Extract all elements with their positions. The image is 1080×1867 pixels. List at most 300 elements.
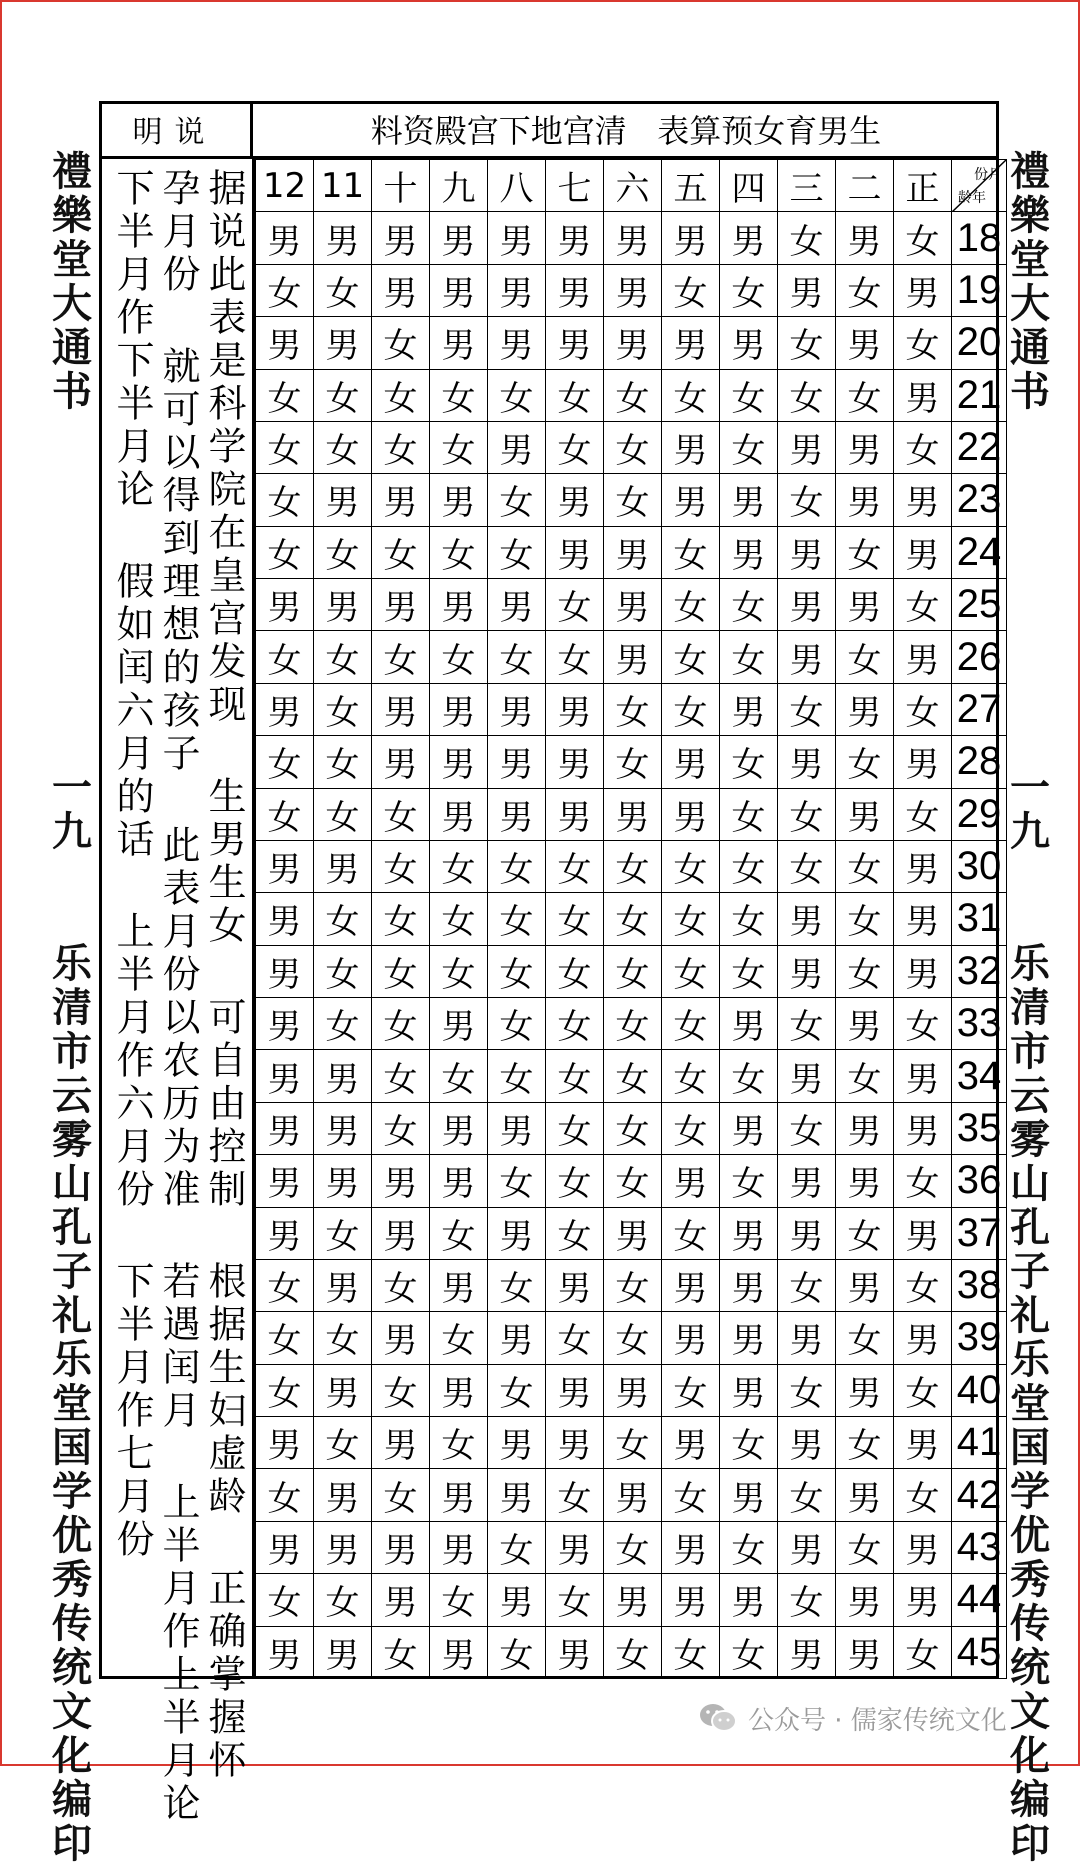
gender-cell: 女 bbox=[604, 683, 662, 735]
table-row bbox=[256, 474, 1007, 526]
gender-cell: 男 bbox=[662, 474, 720, 526]
gender-cell: 女 bbox=[430, 893, 488, 945]
gender-cell: 男 bbox=[894, 1574, 952, 1626]
gender-cell: 女 bbox=[604, 1050, 662, 1102]
gender-cell: 女 bbox=[314, 631, 372, 683]
gender-cell: 女 bbox=[546, 1207, 604, 1259]
gender-cell: 女 bbox=[372, 945, 430, 997]
gender-cell: 男 bbox=[662, 1574, 720, 1626]
gender-cell: 女 bbox=[546, 579, 604, 631]
gender-cell: 男 bbox=[604, 631, 662, 683]
gender-cell: 女 bbox=[894, 212, 952, 264]
gender-cell: 男 bbox=[604, 1574, 662, 1626]
side-char bbox=[42, 414, 102, 458]
gender-cell: 男 bbox=[720, 212, 778, 264]
side-char: 雾 bbox=[1010, 1117, 1050, 1163]
gender-cell: 男 bbox=[488, 1417, 546, 1469]
gender-cell: 男 bbox=[604, 317, 662, 369]
gender-cell: 女 bbox=[256, 1259, 314, 1311]
corner-age-label: 龄年 bbox=[958, 189, 986, 206]
gender-cell: 男 bbox=[720, 1259, 778, 1311]
gender-cell: 女 bbox=[778, 1364, 836, 1416]
table-row bbox=[256, 1626, 1007, 1679]
side-char bbox=[1000, 678, 1060, 722]
gender-cell: 女 bbox=[778, 998, 836, 1050]
gender-cell: 女 bbox=[372, 1050, 430, 1102]
gender-cell: 男 bbox=[836, 788, 894, 840]
gender-cell: 女 bbox=[488, 631, 546, 683]
gender-cell: 女 bbox=[662, 1364, 720, 1416]
gender-cell: 男 bbox=[256, 1155, 314, 1207]
watermark-text: 公众号 · 儒家传统文化 bbox=[748, 1705, 1007, 1736]
gender-cell: 女 bbox=[372, 631, 430, 683]
gender-cell: 男 bbox=[894, 1417, 952, 1469]
gender-cell: 男 bbox=[430, 264, 488, 316]
gender-cell: 男 bbox=[546, 317, 604, 369]
gender-cell: 女 bbox=[720, 1521, 778, 1573]
age-cell: 36 bbox=[952, 1155, 1007, 1207]
gender-cell: 男 bbox=[546, 736, 604, 788]
gender-cell: 男 bbox=[836, 421, 894, 473]
gender-cell: 男 bbox=[314, 1626, 372, 1679]
side-char: 化 bbox=[1010, 1733, 1050, 1779]
gender-cell: 女 bbox=[778, 212, 836, 264]
gender-cell: 男 bbox=[836, 317, 894, 369]
gender-cell: 男 bbox=[894, 736, 952, 788]
gender-cell: 男 bbox=[662, 1259, 720, 1311]
gender-cell: 男 bbox=[604, 1469, 662, 1521]
side-char: 清 bbox=[1010, 985, 1050, 1031]
table-row bbox=[256, 998, 1007, 1050]
gender-cell: 男 bbox=[894, 840, 952, 892]
gender-cell: 男 bbox=[314, 1364, 372, 1416]
gender-cell: 男 bbox=[836, 1155, 894, 1207]
gender-cell: 男 bbox=[546, 788, 604, 840]
table-row bbox=[256, 212, 1007, 264]
month-header: 正 bbox=[894, 160, 952, 212]
gender-cell: 女 bbox=[430, 1207, 488, 1259]
age-cell: 41 bbox=[952, 1417, 1007, 1469]
gender-cell: 女 bbox=[720, 945, 778, 997]
side-char bbox=[1000, 458, 1060, 502]
gender-cell: 男 bbox=[894, 369, 952, 421]
gender-cell: 男 bbox=[662, 1417, 720, 1469]
gender-cell: 女 bbox=[720, 579, 778, 631]
gender-cell: 女 bbox=[430, 945, 488, 997]
gender-cell: 女 bbox=[314, 369, 372, 421]
gender-cell: 女 bbox=[778, 474, 836, 526]
gender-cell: 女 bbox=[372, 317, 430, 369]
gender-cell: 男 bbox=[662, 212, 720, 264]
gender-cell: 女 bbox=[836, 1417, 894, 1469]
gender-cell: 男 bbox=[778, 1207, 836, 1259]
gender-cell: 女 bbox=[836, 945, 894, 997]
gender-cell: 男 bbox=[314, 840, 372, 892]
gender-cell: 男 bbox=[430, 212, 488, 264]
gender-cell: 男 bbox=[430, 1469, 488, 1521]
gender-cell: 男 bbox=[256, 579, 314, 631]
side-char: 子 bbox=[52, 1249, 92, 1295]
gender-cell: 男 bbox=[836, 212, 894, 264]
side-char: 印 bbox=[52, 1821, 92, 1867]
table-row bbox=[256, 1259, 1007, 1311]
gender-cell: 女 bbox=[836, 264, 894, 316]
gender-cell: 女 bbox=[720, 736, 778, 788]
month-header: 五 bbox=[662, 160, 720, 212]
side-char: 优 bbox=[52, 1513, 92, 1559]
side-char: 一 bbox=[1010, 765, 1050, 811]
month-header: 十 bbox=[372, 160, 430, 212]
age-cell: 18 bbox=[952, 212, 1007, 264]
gender-cell: 女 bbox=[488, 893, 546, 945]
side-char bbox=[1000, 502, 1060, 546]
table-row bbox=[256, 631, 1007, 683]
age-cell: 31 bbox=[952, 893, 1007, 945]
gender-cell: 女 bbox=[720, 893, 778, 945]
gender-cell: 男 bbox=[778, 526, 836, 578]
gender-cell: 男 bbox=[720, 474, 778, 526]
month-header-row bbox=[256, 160, 1007, 212]
side-char: 子 bbox=[1010, 1249, 1050, 1295]
gender-cell: 男 bbox=[256, 1207, 314, 1259]
gender-cell: 男 bbox=[720, 1102, 778, 1154]
side-char bbox=[1000, 414, 1060, 458]
side-label-right bbox=[1000, 150, 1060, 1866]
side-char: 书 bbox=[52, 369, 92, 415]
gender-cell: 女 bbox=[894, 1364, 952, 1416]
table-row bbox=[256, 264, 1007, 316]
gender-cell: 女 bbox=[256, 1312, 314, 1364]
gender-cell: 男 bbox=[836, 1364, 894, 1416]
gender-cell: 男 bbox=[546, 474, 604, 526]
gender-cell: 女 bbox=[894, 788, 952, 840]
gender-cell: 女 bbox=[314, 893, 372, 945]
note-column bbox=[110, 168, 154, 1562]
gender-cell: 男 bbox=[894, 1521, 952, 1573]
gender-cell: 男 bbox=[488, 317, 546, 369]
table-row bbox=[256, 736, 1007, 788]
gender-cell: 女 bbox=[488, 526, 546, 578]
gender-cell: 男 bbox=[256, 212, 314, 264]
gender-cell: 女 bbox=[720, 631, 778, 683]
gender-cell: 女 bbox=[372, 1469, 430, 1521]
gender-cell: 男 bbox=[720, 1364, 778, 1416]
side-char: 山 bbox=[1010, 1161, 1050, 1207]
side-char: 云 bbox=[1010, 1073, 1050, 1119]
table-row bbox=[256, 1364, 1007, 1416]
age-cell: 26 bbox=[952, 631, 1007, 683]
age-cell: 24 bbox=[952, 526, 1007, 578]
table-row bbox=[256, 317, 1007, 369]
gender-cell: 男 bbox=[430, 1521, 488, 1573]
gender-cell: 女 bbox=[604, 1417, 662, 1469]
age-cell: 45 bbox=[952, 1626, 1007, 1679]
side-char: 堂 bbox=[1010, 237, 1050, 283]
gender-cell: 女 bbox=[836, 1207, 894, 1259]
gender-cell: 男 bbox=[778, 1312, 836, 1364]
gender-cell: 女 bbox=[488, 1155, 546, 1207]
gender-cell: 男 bbox=[314, 474, 372, 526]
gender-cell: 女 bbox=[836, 893, 894, 945]
gender-cell: 女 bbox=[314, 1417, 372, 1469]
table-row bbox=[256, 788, 1007, 840]
side-char bbox=[1000, 722, 1060, 766]
gender-cell: 女 bbox=[720, 264, 778, 316]
month-header: 二 bbox=[836, 160, 894, 212]
side-char bbox=[42, 590, 102, 634]
side-char: 禮 bbox=[1010, 149, 1050, 195]
month-header: 八 bbox=[488, 160, 546, 212]
gender-cell: 男 bbox=[778, 264, 836, 316]
gender-cell: 男 bbox=[372, 683, 430, 735]
side-char bbox=[1000, 898, 1060, 942]
gender-cell: 男 bbox=[662, 1155, 720, 1207]
gender-cell: 女 bbox=[430, 369, 488, 421]
side-char: 樂 bbox=[52, 193, 92, 239]
gender-cell: 男 bbox=[430, 1259, 488, 1311]
table-row bbox=[256, 1155, 1007, 1207]
gender-cell: 男 bbox=[372, 579, 430, 631]
gender-cell: 男 bbox=[256, 1102, 314, 1154]
gender-cell: 女 bbox=[256, 421, 314, 473]
gender-cell: 女 bbox=[372, 1626, 430, 1679]
age-cell: 28 bbox=[952, 736, 1007, 788]
gender-cell: 女 bbox=[778, 840, 836, 892]
side-char: 孔 bbox=[1010, 1205, 1050, 1251]
month-header: 四 bbox=[720, 160, 778, 212]
side-char: 乐 bbox=[52, 941, 92, 987]
table-row bbox=[256, 1574, 1007, 1626]
gender-cell: 女 bbox=[662, 1050, 720, 1102]
gender-cell: 男 bbox=[778, 893, 836, 945]
gender-cell: 男 bbox=[894, 893, 952, 945]
gender-cell: 男 bbox=[372, 736, 430, 788]
gender-cell: 女 bbox=[720, 840, 778, 892]
gender-cell: 女 bbox=[604, 1312, 662, 1364]
gender-cell: 男 bbox=[488, 1469, 546, 1521]
gender-cell: 女 bbox=[836, 1312, 894, 1364]
gender-cell: 男 bbox=[256, 1626, 314, 1679]
gender-cell: 女 bbox=[894, 998, 952, 1050]
gender-cell: 男 bbox=[662, 736, 720, 788]
gender-cell: 男 bbox=[256, 840, 314, 892]
age-cell: 29 bbox=[952, 788, 1007, 840]
gender-cell: 男 bbox=[430, 579, 488, 631]
age-cell: 38 bbox=[952, 1259, 1007, 1311]
gender-cell: 男 bbox=[778, 945, 836, 997]
gender-cell: 女 bbox=[836, 631, 894, 683]
side-char: 传 bbox=[1010, 1601, 1050, 1647]
gender-cell: 女 bbox=[314, 1574, 372, 1626]
side-char: 通 bbox=[1010, 325, 1050, 371]
gender-cell: 女 bbox=[430, 421, 488, 473]
gender-cell: 女 bbox=[488, 474, 546, 526]
age-cell: 32 bbox=[952, 945, 1007, 997]
gender-cell: 女 bbox=[778, 369, 836, 421]
note-column bbox=[202, 168, 246, 1783]
gender-cell: 男 bbox=[546, 683, 604, 735]
gender-cell: 女 bbox=[314, 1207, 372, 1259]
table-row bbox=[256, 683, 1007, 735]
month-header: 九 bbox=[430, 160, 488, 212]
gender-cell: 男 bbox=[546, 1521, 604, 1573]
age-cell: 37 bbox=[952, 1207, 1007, 1259]
side-char: 学 bbox=[52, 1469, 92, 1515]
gender-cell: 女 bbox=[604, 945, 662, 997]
gender-cell: 女 bbox=[604, 1259, 662, 1311]
gender-cell: 女 bbox=[256, 526, 314, 578]
gender-cell: 女 bbox=[662, 683, 720, 735]
gender-cell: 男 bbox=[894, 526, 952, 578]
gender-cell: 女 bbox=[662, 369, 720, 421]
gender-cell: 男 bbox=[604, 526, 662, 578]
gender-cell: 男 bbox=[430, 474, 488, 526]
gender-cell: 男 bbox=[430, 736, 488, 788]
gender-cell: 男 bbox=[488, 1102, 546, 1154]
side-char bbox=[1000, 546, 1060, 590]
month-header: 三 bbox=[778, 160, 836, 212]
gender-cell: 男 bbox=[720, 317, 778, 369]
table-row bbox=[256, 526, 1007, 578]
gender-cell: 男 bbox=[256, 683, 314, 735]
gender-cell: 女 bbox=[720, 1155, 778, 1207]
gender-cell: 女 bbox=[314, 1312, 372, 1364]
gender-cell: 女 bbox=[546, 1050, 604, 1102]
gender-cell: 女 bbox=[256, 1574, 314, 1626]
note-text: 孕月份 就可以得到理想的孩子 此表月份以农历为准 若遇闰月 上半月作上半月论 bbox=[156, 168, 200, 1826]
notes-heading: 明说 bbox=[99, 101, 253, 159]
gender-cell: 男 bbox=[256, 1050, 314, 1102]
side-char: 编 bbox=[52, 1777, 92, 1823]
side-char bbox=[42, 854, 102, 898]
table-row bbox=[256, 579, 1007, 631]
month-header: 六 bbox=[604, 160, 662, 212]
gender-cell: 男 bbox=[546, 1259, 604, 1311]
age-cell: 43 bbox=[952, 1521, 1007, 1573]
side-char: 市 bbox=[1010, 1029, 1050, 1075]
gender-cell: 女 bbox=[430, 840, 488, 892]
gender-cell: 男 bbox=[430, 1626, 488, 1679]
gender-cell: 女 bbox=[604, 1155, 662, 1207]
gender-cell: 女 bbox=[894, 1155, 952, 1207]
gender-cell: 男 bbox=[314, 317, 372, 369]
gender-cell: 女 bbox=[256, 264, 314, 316]
gender-cell: 男 bbox=[372, 264, 430, 316]
side-char: 堂 bbox=[52, 237, 92, 283]
gender-cell: 女 bbox=[604, 1521, 662, 1573]
gender-cell: 女 bbox=[894, 1259, 952, 1311]
side-char: 市 bbox=[52, 1029, 92, 1075]
gender-cell: 女 bbox=[662, 893, 720, 945]
side-char: 书 bbox=[1010, 369, 1050, 415]
gender-cell: 男 bbox=[488, 1574, 546, 1626]
side-char: 云 bbox=[52, 1073, 92, 1119]
gender-cell: 男 bbox=[778, 1050, 836, 1102]
gender-cell: 男 bbox=[604, 1364, 662, 1416]
gender-cell: 女 bbox=[256, 788, 314, 840]
side-char bbox=[1000, 590, 1060, 634]
gender-cell: 女 bbox=[546, 1312, 604, 1364]
gender-cell: 男 bbox=[894, 1050, 952, 1102]
gender-cell: 女 bbox=[604, 893, 662, 945]
month-header: 七 bbox=[546, 160, 604, 212]
note-text: 据说此表是科学院在皇宫发现 生男生女 可自由控制 根据生妇虚龄 正确掌握怀 bbox=[202, 168, 246, 1783]
gender-cell: 男 bbox=[546, 1626, 604, 1679]
gender-cell: 男 bbox=[604, 212, 662, 264]
gender-cell: 女 bbox=[314, 788, 372, 840]
gender-cell: 男 bbox=[314, 1521, 372, 1573]
table-row bbox=[256, 1102, 1007, 1154]
table-row bbox=[256, 1469, 1007, 1521]
gender-cell: 女 bbox=[662, 631, 720, 683]
gender-cell: 男 bbox=[662, 317, 720, 369]
gender-cell: 女 bbox=[662, 1207, 720, 1259]
month-header: 12 bbox=[256, 160, 314, 212]
gender-cell: 女 bbox=[720, 1050, 778, 1102]
gender-cell: 女 bbox=[662, 1469, 720, 1521]
gender-cell: 男 bbox=[488, 421, 546, 473]
side-char bbox=[42, 678, 102, 722]
gender-cell: 男 bbox=[256, 1521, 314, 1573]
gender-cell: 女 bbox=[488, 1050, 546, 1102]
gender-cell: 女 bbox=[314, 945, 372, 997]
gender-cell: 女 bbox=[430, 1574, 488, 1626]
gender-cell: 男 bbox=[894, 474, 952, 526]
age-cell: 19 bbox=[952, 264, 1007, 316]
gender-cell: 男 bbox=[488, 579, 546, 631]
gender-cell: 女 bbox=[546, 421, 604, 473]
side-char bbox=[42, 458, 102, 502]
side-char: 统 bbox=[52, 1645, 92, 1691]
side-char: 山 bbox=[52, 1161, 92, 1207]
gender-cell: 女 bbox=[720, 1417, 778, 1469]
gender-cell: 女 bbox=[488, 998, 546, 1050]
gender-cell: 男 bbox=[662, 421, 720, 473]
gender-cell: 女 bbox=[662, 998, 720, 1050]
age-cell: 44 bbox=[952, 1574, 1007, 1626]
gender-cell: 男 bbox=[720, 1207, 778, 1259]
side-char: 统 bbox=[1010, 1645, 1050, 1691]
gender-cell: 女 bbox=[604, 421, 662, 473]
gender-cell: 女 bbox=[894, 1469, 952, 1521]
age-cell: 27 bbox=[952, 683, 1007, 735]
gender-cell: 女 bbox=[546, 893, 604, 945]
side-char: 通 bbox=[52, 325, 92, 371]
gender-cell: 女 bbox=[778, 1469, 836, 1521]
gender-cell: 男 bbox=[314, 212, 372, 264]
gender-cell: 女 bbox=[256, 369, 314, 421]
gender-cell: 女 bbox=[894, 1626, 952, 1679]
gender-cell: 女 bbox=[488, 945, 546, 997]
gender-cell: 男 bbox=[778, 1155, 836, 1207]
age-cell: 40 bbox=[952, 1364, 1007, 1416]
gender-cell: 男 bbox=[836, 1626, 894, 1679]
side-char: 编 bbox=[1010, 1777, 1050, 1823]
gender-cell: 男 bbox=[430, 317, 488, 369]
gender-cell: 男 bbox=[372, 1312, 430, 1364]
gender-cell: 女 bbox=[372, 1259, 430, 1311]
gender-cell: 女 bbox=[314, 526, 372, 578]
gender-cell: 女 bbox=[836, 736, 894, 788]
gender-cell: 男 bbox=[720, 683, 778, 735]
gender-cell: 男 bbox=[430, 788, 488, 840]
gender-cell: 女 bbox=[604, 474, 662, 526]
gender-cell: 男 bbox=[372, 212, 430, 264]
gender-cell: 男 bbox=[894, 1312, 952, 1364]
side-char bbox=[42, 722, 102, 766]
gender-cell: 女 bbox=[836, 369, 894, 421]
gender-cell: 女 bbox=[604, 998, 662, 1050]
